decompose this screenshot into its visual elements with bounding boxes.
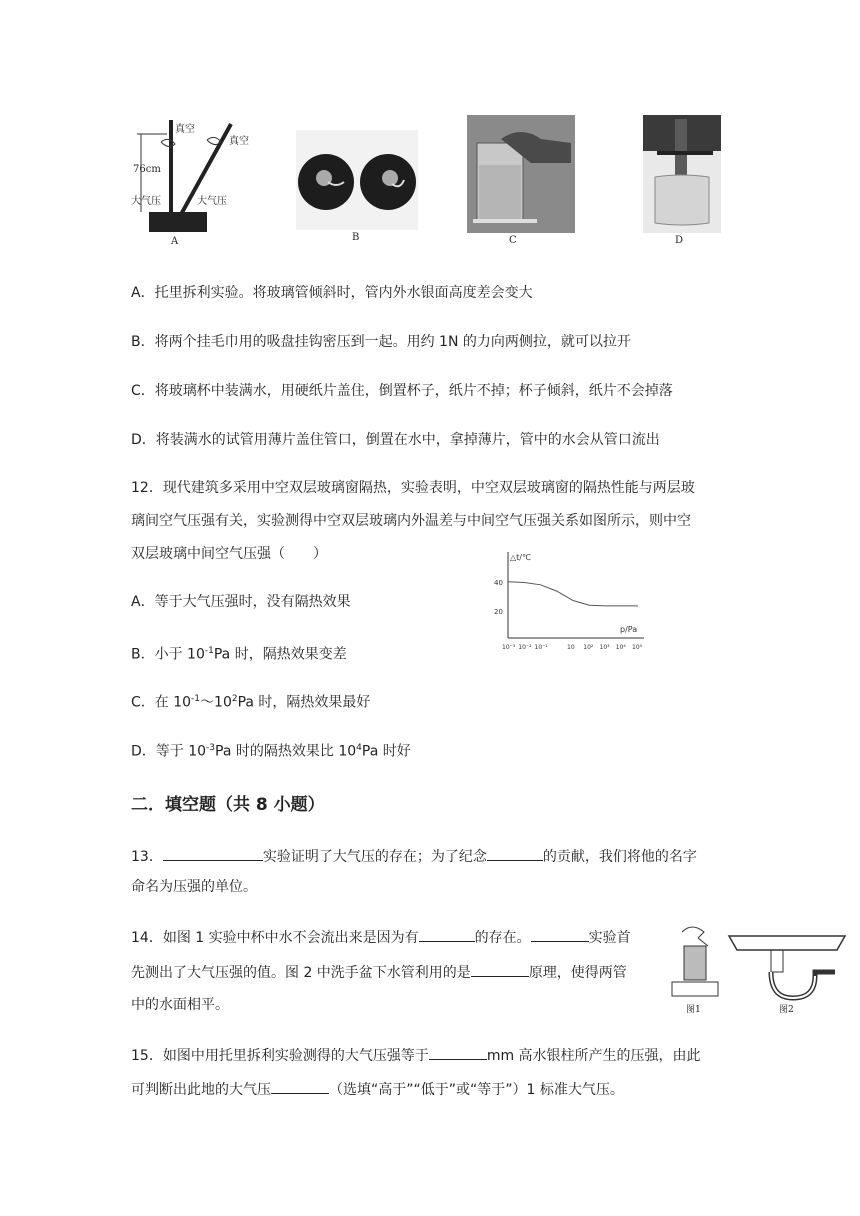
figure-d-test-tube (643, 115, 721, 250)
q13-blank-1[interactable] (163, 845, 263, 861)
q12-stem-line3: 双层玻璃中间空气压强（ ） (131, 546, 327, 562)
q12-option-b: B．小于 $10^{-1}Pa$ 时，隔热效果变差 (131, 646, 347, 663)
caption-d: D (675, 235, 684, 246)
q14-blank-3[interactable] (471, 961, 529, 977)
q13-blank-2[interactable] (487, 845, 543, 861)
caption-a: A (171, 236, 179, 247)
q15-blank-2[interactable] (271, 1078, 329, 1094)
q14-blank-1[interactable] (419, 926, 475, 942)
q12-option-a: A．等于大气压强时，没有隔热效果 (131, 594, 351, 610)
q15-line2: 可判断出此地的大气压 （选填“高于”“低于”或“等于”）1 标准大气压。 (131, 1078, 624, 1100)
q15-line1: 15．如图中用托里拆利实验测得的大气压强等于 mm 高水银柱所产生的压强，由此 (131, 1044, 701, 1066)
label-height: 76cm (133, 164, 161, 175)
figure-b-suction-cups (296, 130, 418, 245)
x-tick-label: 10⁻³ (502, 644, 516, 651)
q11-option-c: C．将玻璃杯中装满水，用硬纸片盖住，倒置杯子，纸片不掉；杯子倾斜，纸片不会掉落 (131, 383, 673, 399)
y-axis-label: △t/℃ (510, 553, 531, 562)
x-tick-label: 10⁴ (615, 644, 626, 651)
figure-a-torricelli (131, 112, 251, 250)
x-axis-label: p/Pa (620, 625, 638, 634)
y-tick-20: 20 (494, 608, 503, 616)
q13-line1: 13． 实验证明了大气压的存在；为了纪念 的贡献，我们将他的名字 (131, 845, 697, 867)
x-tick-label: 10 (567, 644, 575, 651)
x-tick-label: 10⁻² (518, 644, 532, 651)
section-heading: 二．填空题（共 8 小题） (131, 795, 325, 815)
q12-stem-line2: 璃间空气压强有关，实验测得中空双层玻璃内外温差与中间空气压强关系如图所示，则中空 (131, 513, 691, 529)
x-tick-label: 10³ (599, 644, 610, 651)
q14-blank-2[interactable] (531, 926, 589, 942)
q13-line2: 命名为压强的单位。 (131, 879, 257, 895)
y-tick-40: 40 (494, 579, 503, 587)
q12-option-c: C．在 $10^{-1}\sim 10^2Pa$ 时，隔热效果最好 (131, 694, 371, 711)
series-line (508, 582, 638, 606)
figure-c-water-cup (467, 115, 575, 250)
x-tick-label: 10⁵ (632, 644, 643, 651)
q11-option-d: D．将装满水的试管用薄片盖住管口，倒置在水中，拿掉薄片，管中的水会从管口流出 (131, 432, 660, 448)
caption-c: C (509, 235, 517, 246)
fig1-label: 图1 (686, 1005, 701, 1015)
caption-b: B (352, 232, 360, 243)
x-tick-label: 10² (583, 644, 594, 651)
q12-chart (488, 548, 650, 654)
q14-figure-2 (725, 932, 849, 1014)
q12-stem-line1: 12．现代建筑多采用中空双层玻璃窗隔热，实验表明，中空双层玻璃窗的隔热性能与两层玻 (131, 480, 695, 496)
q14-line2: 先测出了大气压强的值。图 2 中洗手盆下水管利用的是 原理，使得两管 (131, 961, 627, 983)
label-vacuum-right: 真空 (229, 136, 249, 147)
q12-option-d: D．等于 $10^{-3}Pa$ 时的隔热效果比 $10^4Pa$ 时好 (131, 743, 411, 760)
q15-blank-1[interactable] (429, 1044, 487, 1060)
q14-line3: 中的水面相平。 (131, 997, 229, 1013)
fig2-label: 图2 (779, 1005, 794, 1015)
q14-line1: 14．如图 1 实验中杯中水不会流出来是因为有 的存在。 实验首 (131, 926, 631, 948)
q11-option-a: A．托里拆利实验。将玻璃管倾斜时，管内外水银面高度差会变大 (131, 285, 533, 301)
label-atm-left: 大气压 (131, 196, 161, 207)
x-tick-label: 10⁻¹ (534, 644, 548, 651)
label-atm-right: 大气压 (197, 196, 227, 207)
q14-figure-1 (668, 922, 722, 1014)
label-vacuum-left: 真空 (175, 124, 195, 135)
q11-option-b: B．将两个挂毛巾用的吸盘挂钩密压到一起。用约 1N 的力向两侧拉，就可以拉开 (131, 334, 631, 350)
